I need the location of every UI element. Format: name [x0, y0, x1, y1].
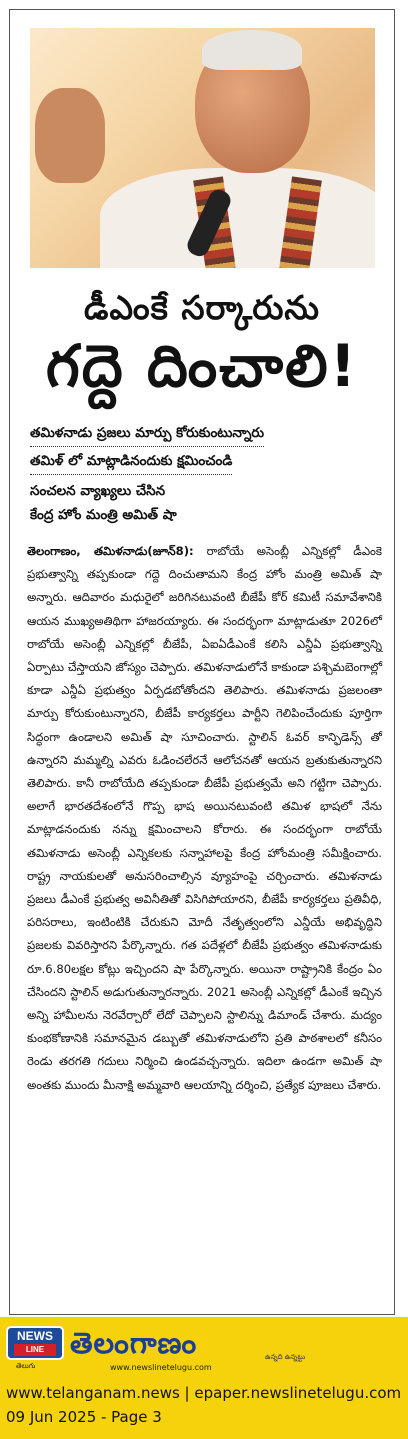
subhead-1: తమిళనాడు ప్రజలు మార్పు కోరుకుంటున్నారు — [30, 425, 264, 447]
article-body — [27, 540, 382, 1097]
subhead-2: తమిళ్ లో మాట్లాడినందుకు క్షమించండి — [30, 453, 232, 475]
brand-tagline: ఉన్నది ఉన్నట్టు — [265, 1353, 306, 1361]
edition-date: 09 Jun 2025 - Page 3 — [6, 1408, 162, 1426]
logo-text-top: NEWS — [17, 1329, 53, 1343]
newsline-logo[interactable] — [6, 1326, 64, 1360]
brand-url[interactable]: www.newslinetelugu.com — [110, 1363, 212, 1372]
article-photo — [30, 28, 375, 268]
photo-shape — [202, 30, 302, 70]
brand-name: తెలంగాణం — [70, 1326, 198, 1360]
news-clipping — [9, 9, 395, 1315]
footer-banner — [0, 1317, 408, 1439]
photo-shape — [35, 88, 105, 183]
dateline: తెలంగాణం, తమిళనాడు(జూన్8): — [27, 544, 194, 558]
photo-shape — [100, 168, 375, 268]
article-body-text: రాబోయే అసెంబ్లీ ఎన్నికల్లో డీఎంకె ప్రభుత్వాన్ని తప్పకుండా గద్దె దించుతామని కేంద్ర హోం మంత్రి అమిత్ షా అన్నారు. ఆదివారం మధురైలో జరిగినటువంటి బీజేపీ కోర్ కమిటీ సమావేశానికి ఆయన ముఖ్యఅతిథిగా హాజరయ్యారు. ఈ సందర్భంగా మాట్లాడుతూ 2026లో రాబోయే అసెంబ్లీ ఎన్నికల్లో బీజేపీ, ఏఐఏడీఎంకే కలిసి ఎన్డీఏ ప్రభుత్వాన్ని ఏర్పాటు చేస్తాయని జోస్యం చెప్పారు. తమిళనాడులోనే కాకుండా పశ్చిమబెంగాల్లో కూడా ఎన్డీఏ ప్రభుత్వం ఏర్పడబోతోందని తెలిపారు. తమిళనాడు ప్రజలంతా మార్పు కోరుకుంటున్నారని, బీజేపీ కార్యకర్తలు పార్టీని గెలిపించేందుకు పూర్తిగా సిద్ధంగా ఉండాలని అమిత్ షా సూచించారు. స్టాలిన్ ఓవర్ కాన్ఫిడెన్స్ తో ఉన్నారని మమ్మల్ని ఎవరు ఓడించలేరనే ఆలోచనతో ఆయన బ్రతుకుతున్నారని తెలిపారు. కానీ రాబోయేది తప్పకుండా బీజేపీ ప్రభుత్వమే అని గట్టిగా చెప్పారు. అలాగే భారతదేశంలోనే గొప్ప భాష అయినటువంటి తమిళ భాషలో నేను మాట్లాడనందుకు నన్ను క్షమించాలని కోరారు. ఈ సందర్భంగా రాబోయే తమిళనాడు అసెంబ్లీ ఎన్నికలకు సన్నాహాలపై కేంద్ర హోంమంత్రి సమీక్షించారు. రాష్ట్ర నాయకులతో అనుసరించాల్సిన వ్యూహంపై చర్చించారు. తమిళనాడు ప్రజలు డీఎంకే ప్రభుత్వ అవినీతితో విసిగిపోయారని, బీజేపీ కార్యకర్తలు ప్రతివీధి, పరిసరాలు, ఇంటింటికి చేరుకుని మోదీ నేతృత్వంలోని ఎన్డీయే అభివృద్ధిని ప్రజలకు వివరిస్తారని పేర్కొన్నారు. గత పదేళ్లలో బీజేపీ ప్రభుత్వం తమిళనాడుకు రూ.6.80లక్షల కోట్లు ఇచ్చిందని షా పేర్కొన్నారు. అయినా రాష్ట్రానికి కేంద్రం ఏం చేసిందని స్టాలిన్ అడుగుతున్నారన్నారు. 2021 అసెంబ్లీ ఎన్నికల్లో డీఎంకే ఇచ్చిన అన్ని హామీలను నెరవేర్చారో లేదో చెప్పాలని స్టాలిన్ను డిమాండ్ చేశారు. మద్యం కుంభకోణానికి సమానమైన డబ్బుతో తమిళనాడులోని ప్రతి పాఠశాలలో కనీసం రెండు తరగతి గదులు నిర్మించి ఉండవచ్చన్నారు. ఇదిలా ఉండగా అమిత్ షా అంతకు ముందు మీనాక్షి అమ్మవారి ఆలయాన్ని దర్శించి, ప్రత్యేక పూజలు చేశారు. — [27, 544, 382, 1092]
headline-line-1: డీఎంకే సర్కారును — [84, 288, 320, 327]
headline-line-2: గద్దె దించాలి! — [45, 332, 359, 400]
logo-text-bottom: LINE — [14, 1344, 56, 1356]
footer-links[interactable]: www.telanganam.news | epaper.newslinetelugu.com — [6, 1384, 402, 1402]
logo-subtitle: తెలుగు — [16, 1362, 36, 1370]
subhead-3: సంచలన వ్యాఖ్యలు చేసిన — [30, 483, 166, 499]
subhead-4: కేంద్ర హోం మంత్రి అమిత్ షా — [30, 507, 177, 523]
